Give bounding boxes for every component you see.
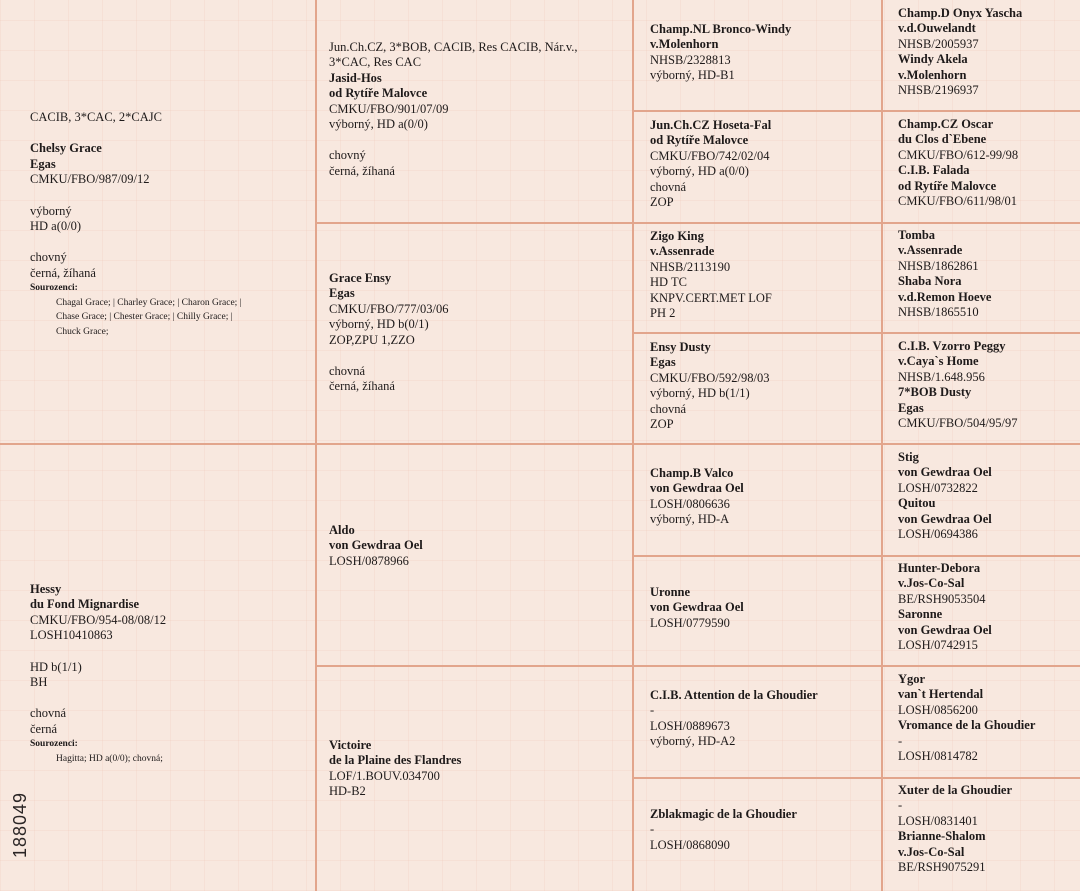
dog-name: Xuter de la Ghoudier [898, 783, 1013, 797]
exams: ZOP [650, 417, 674, 432]
divider [315, 0, 317, 891]
dog-name: Champ.D Onyx Yascha [898, 6, 1023, 20]
registration: CMKU/FBO/611/98/01 [898, 194, 1018, 209]
dog-name: Jun.Ch.CZ Hoseta-Fal [650, 118, 772, 132]
dam-cell [30, 582, 305, 766]
color: černá, žíhaná [329, 163, 395, 178]
dog-kennel: - [650, 822, 655, 837]
hd: HD-B2 [329, 784, 366, 799]
dog-kennel: Egas [650, 355, 676, 370]
divider [315, 665, 1080, 667]
dog-kennel: v.Assenrade [650, 244, 715, 259]
dog-kennel: von Gewdraa Oel [898, 511, 992, 526]
certificate: KNPV.CERT.MET LOF [650, 290, 772, 305]
dam-breeding: chovná [30, 706, 67, 721]
gen3-ancestors [898, 117, 1078, 209]
siblings-line: Hagitta; HD a(0/0); chovná; [56, 753, 163, 764]
divider [881, 0, 883, 891]
exams: ZOP,ZPU 1,ZZO [329, 332, 415, 347]
dog-kennel: v.Caya`s Home [898, 354, 979, 369]
siblings-line: Chagal Grace; | Charley Grace; | Charon Grace; | [56, 297, 242, 308]
dog-kennel: v.Molenhorn [898, 67, 967, 82]
registration: LOF/1.BOUV.034700 [329, 768, 440, 783]
dam-registration-2: LOSH10410863 [30, 628, 113, 643]
dog-registration: CMKU/FBO/987/09/12 [30, 172, 150, 187]
evaluation: výborný, HD b(0/1) [329, 317, 429, 332]
breeding: chovný [329, 148, 366, 163]
breeding: chovná [650, 179, 687, 194]
registration: CMKU/FBO/612-99/98 [898, 147, 1019, 162]
dog-name: Zigo King [650, 229, 704, 243]
registration: CMKU/FBO/742/02/04 [650, 148, 770, 163]
dog-name: Chelsy Grace [30, 141, 102, 156]
dog-hd: HD a(0/0) [30, 219, 82, 234]
gen2-ancestor [650, 229, 875, 321]
registration: NHSB/1865510 [898, 305, 979, 320]
dog-name: C.I.B. Attention de la Ghoudier [650, 688, 818, 702]
dog-name: Champ.CZ Oscar [898, 117, 994, 131]
dog-name: Ygor [898, 672, 926, 686]
dog-kennel: - [898, 733, 903, 748]
siblings-line: Chuck Grace; [56, 326, 109, 337]
gen1-sire [329, 523, 624, 569]
registration: NHSB/1862861 [898, 258, 979, 273]
registration: NHSB/2113190 [650, 259, 731, 274]
gen1-sire [329, 40, 624, 179]
evaluation: výborný, HD-B1 [650, 68, 735, 83]
subject-dog-cell [30, 110, 305, 339]
dog-name: Champ.NL Bronco-Windy [650, 22, 792, 36]
divider [315, 222, 1080, 224]
registration: NHSB/2005937 [898, 36, 979, 51]
divider [632, 777, 1080, 779]
breeding: chovná [650, 401, 687, 416]
dog-kennel: du Clos d`Ebene [898, 132, 987, 147]
gen1-dam [329, 271, 624, 395]
titles: 3*CAC, Res CAC [329, 55, 422, 70]
evaluation: výborný, HD a(0/0) [650, 164, 749, 179]
registration: BE/RSH9075291 [898, 860, 986, 875]
gen2-ancestor [650, 22, 875, 84]
dog-kennel: v.d.Ouwelandt [898, 21, 976, 36]
exams: ZOP [650, 195, 674, 210]
dog-kennel: v.d.Remon Hoeve [898, 289, 992, 304]
gen2-ancestor [650, 340, 875, 432]
dog-name: C.I.B. Vzorro Peggy [898, 339, 1006, 353]
gen2-ancestor [650, 807, 875, 853]
registration: LOSH/0814782 [898, 749, 978, 764]
dog-name: Shaba Nora [898, 274, 962, 289]
dog-kennel: od Rytíře Malovce [329, 86, 428, 101]
divider [632, 110, 1080, 112]
gen2-ancestor [650, 118, 875, 210]
dog-kennel: v.Molenhorn [650, 37, 719, 52]
registration: CMKU/FBO/901/07/09 [329, 101, 449, 116]
dog-color: černá, žíhaná [30, 265, 96, 280]
gen2-ancestor [650, 585, 875, 631]
siblings-label: Sourozenci: [30, 283, 78, 294]
dog-name: Aldo [329, 523, 355, 537]
titles: Jun.Ch.CZ, 3*BOB, CACIB, Res CACIB, Nár.v., [329, 40, 578, 54]
registration: LOSH/0889673 [650, 718, 730, 733]
color: černá, žíhaná [329, 379, 395, 394]
siblings-label: Sourozenci: [30, 739, 78, 750]
registration: LOSH/0732822 [898, 480, 978, 495]
dog-name: Champ.B Valco [650, 466, 734, 480]
dam-name: Hessy [30, 582, 62, 596]
siblings-line: Chase Grace; | Chester Grace; | Chilly Grace; | [56, 312, 233, 323]
dam-kennel: du Fond Mignardise [30, 597, 140, 612]
dog-kennel: Egas [898, 400, 924, 415]
dog-name: Victoire [329, 738, 372, 752]
breeding: chovná [329, 364, 366, 379]
dog-name: Stig [898, 450, 919, 464]
dog-kennel: v.Jos-Co-Sal [898, 576, 965, 591]
dam-registration: CMKU/FBO/954-08/08/12 [30, 612, 167, 627]
registration: NHSB/1.648.956 [898, 369, 985, 384]
registration: LOSH/0806636 [650, 496, 730, 511]
dog-kennel: von Gewdraa Oel [898, 465, 992, 480]
gen3-ancestors [898, 672, 1078, 764]
registration: CMKU/FBO/504/95/97 [898, 416, 1018, 431]
dog-name: Brianne-Shalom [898, 829, 986, 844]
gen2-ancestor [650, 466, 875, 528]
registration: LOSH/0831401 [898, 813, 978, 828]
evaluation: výborný, HD-A2 [650, 734, 736, 749]
dog-name: Windy Akela [898, 52, 968, 67]
gen2-ancestor [650, 688, 875, 750]
dog-kennel: v.Assenrade [898, 243, 963, 258]
dog-kennel: de la Plaine des Flandres [329, 753, 462, 768]
dog-name: Ensy Dusty [650, 340, 711, 354]
dam-color: černá [30, 721, 58, 736]
dog-name: Tomba [898, 228, 936, 242]
registration: LOSH/0742915 [898, 638, 978, 653]
registration: NHSB/2196937 [898, 83, 979, 98]
dog-name: Grace Ensy [329, 271, 392, 285]
hd: HD TC [650, 275, 687, 290]
divider [632, 332, 1080, 334]
dog-name: Quitou [898, 496, 936, 511]
dog-kennel: von Gewdraa Oel [329, 538, 423, 553]
dog-kennel: od Rytíře Malovce [898, 178, 997, 193]
dam-hd: HD b(1/1) [30, 659, 82, 674]
gen3-ancestors [898, 783, 1078, 875]
dog-kennel: - [650, 703, 655, 718]
registration: BE/RSH9053504 [898, 591, 986, 606]
dog-kennel: Egas [30, 156, 56, 171]
registration: LOSH/0694386 [898, 527, 978, 542]
gen3-ancestors [898, 339, 1078, 431]
registration: LOSH/0878966 [329, 553, 409, 568]
dog-name: C.I.B. Falada [898, 163, 970, 178]
dog-name: Hunter-Debora [898, 561, 981, 575]
dog-evaluation: výborný [30, 203, 72, 218]
registration: NHSB/2328813 [650, 52, 731, 67]
dog-kennel: von Gewdraa Oel [650, 481, 744, 496]
dog-name: Uronne [650, 585, 691, 599]
divider [632, 0, 634, 891]
dog-name: Vromance de la Ghoudier [898, 718, 1036, 733]
dog-breeding: chovný [30, 250, 67, 265]
registration: LOSH/0779590 [650, 615, 730, 630]
gen3-ancestors [898, 450, 1078, 542]
gen1-dam [329, 738, 624, 800]
evaluation: výborný, HD a(0/0) [329, 117, 428, 132]
divider [632, 555, 1080, 557]
registration: LOSH/0856200 [898, 702, 978, 717]
dam-exam: BH [30, 675, 48, 690]
dog-kennel: od Rytíře Malovce [650, 133, 749, 148]
divider [0, 443, 1080, 445]
dog-name: 7*BOB Dusty [898, 385, 972, 400]
gen3-ancestors [898, 6, 1078, 98]
dog-kennel: v.Jos-Co-Sal [898, 844, 965, 859]
dog-name: Saronne [898, 607, 943, 622]
dog-titles: CACIB, 3*CAC, 2*CAJC [30, 110, 162, 124]
evaluation: výborný, HD b(1/1) [650, 386, 750, 401]
dog-kennel: van`t Hertendal [898, 687, 984, 702]
dog-kennel: - [898, 798, 903, 813]
dog-kennel: von Gewdraa Oel [898, 622, 992, 637]
exams: PH 2 [650, 306, 676, 321]
registration: CMKU/FBO/777/03/06 [329, 301, 449, 316]
dog-name: Zblakmagic de la Ghoudier [650, 807, 797, 821]
dog-name: Jasid-Hos [329, 70, 382, 85]
dog-kennel: Egas [329, 286, 355, 301]
dog-kennel: von Gewdraa Oel [650, 600, 744, 615]
evaluation: výborný, HD-A [650, 512, 730, 527]
serial-number: 188049 [10, 791, 30, 858]
registration: CMKU/FBO/592/98/03 [650, 370, 770, 385]
gen3-ancestors [898, 561, 1078, 653]
gen3-ancestors [898, 228, 1078, 320]
registration: LOSH/0868090 [650, 837, 730, 852]
